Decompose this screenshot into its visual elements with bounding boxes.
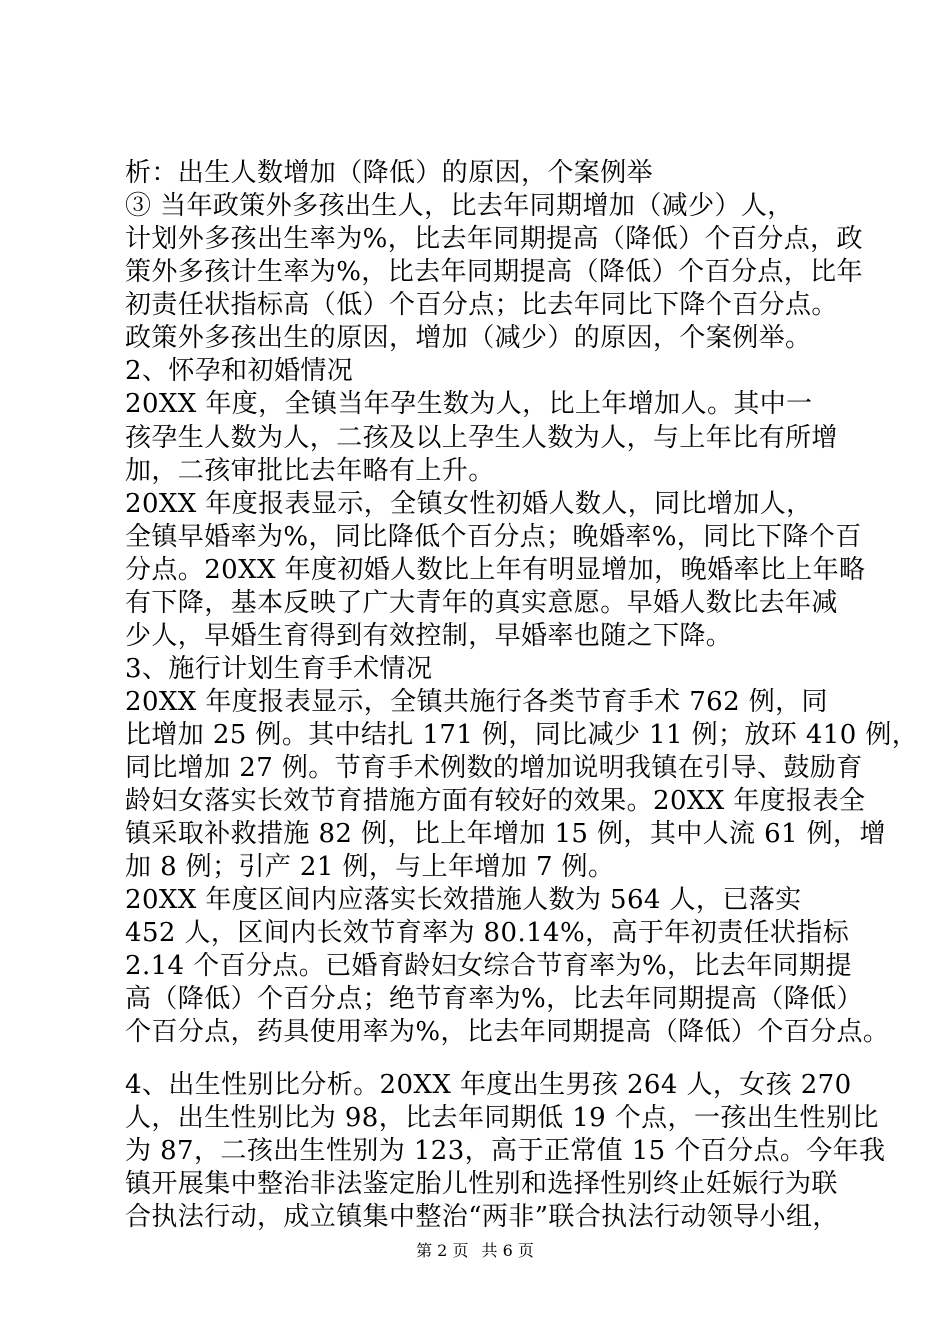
text-line: 镇采取补救措施 82 例，比上年增加 15 例，其中人流 61 例，增 bbox=[125, 819, 886, 849]
text-line: ③ 当年政策外多孩出生人，比去年同期增加（减少）人， bbox=[125, 191, 794, 221]
text-line: 政策外多孩出生的原因，增加（减少）的原因，个案例举。 bbox=[125, 323, 812, 353]
text-line: 20XX 年度区间内应落实长效措施人数为 564 人，已落实 bbox=[125, 885, 802, 915]
page-footer bbox=[0, 1241, 950, 1261]
text-line: 4、出生性别比分析。20XX 年度出生男孩 264 人，女孩 270 bbox=[125, 1070, 852, 1100]
text-line: 加，二孩审批比去年略有上升。 bbox=[125, 456, 495, 486]
text-line: 合执法行动，成立镇集中整治“两非”联合执法行动领导小组， bbox=[125, 1202, 839, 1232]
text-line: 全镇早婚率为%，同比降低个百分点；晚婚率%，同比下降个百 bbox=[125, 522, 862, 552]
text-line: 20XX 年度，全镇当年孕生数为人，比上年增加人。其中一 bbox=[125, 389, 813, 419]
text-line: 初责任状指标高（低）个百分点；比去年同比下降个百分点。 bbox=[125, 290, 838, 320]
text-line: 452 人，区间内长效节育率为 80.14%，高于年初责任状指标 bbox=[125, 918, 850, 948]
page-total: 共 6 页 bbox=[481, 1241, 534, 1260]
text-line: 策外多孩计生率为%，比去年同期提高（降低）个百分点，比年 bbox=[125, 257, 863, 287]
text-line: 有下降，基本反映了广大青年的真实意愿。早婚人数比去年减 bbox=[125, 588, 838, 618]
text-line: 人，出生性别比为 98，比去年同期低 19 个点，一孩出生性别比 bbox=[125, 1103, 879, 1133]
text-line: 分点。20XX 年度初婚人数比上年有明显增加，晚婚率比上年略 bbox=[125, 555, 866, 585]
text-line: 比增加 25 例。其中结扎 171 例，同比减少 11 例；放环 410 例， bbox=[125, 720, 919, 750]
text-line: 个百分点，药具使用率为%，比去年同期提高（降低）个百分点。 bbox=[125, 1017, 890, 1047]
text-line: 少人，早婚生育得到有效控制，早婚率也随之下降。 bbox=[125, 621, 733, 651]
text-line: 计划外多孩出生率为%，比去年同期提高（降低）个百分点，政 bbox=[125, 224, 863, 254]
text-line: 析：出生人数增加（降低）的原因，个案例举 bbox=[125, 158, 654, 188]
text-line: 2、怀孕和初婚情况 bbox=[125, 356, 354, 386]
text-line: 镇开展集中整治非法鉴定胎儿性别和选择性别终止妊娠行为联 bbox=[125, 1169, 838, 1199]
text-line: 2.14 个百分点。已婚育龄妇女综合节育率为%，比去年同期提 bbox=[125, 951, 852, 981]
text-line: 孩孕生人数为人，二孩及以上孕生人数为人，与上年比有所增 bbox=[125, 423, 838, 453]
text-line: 20XX 年度报表显示，全镇共施行各类节育手术 762 例，同 bbox=[125, 687, 828, 717]
text-line: 加 8 例；引产 21 例，与上年增加 7 例。 bbox=[125, 852, 615, 882]
text-line: 20XX 年度报表显示，全镇女性初婚人数人，同比增加人， bbox=[125, 489, 813, 519]
text-line: 高（降低）个百分点；绝节育率为%，比去年同期提高（降低） bbox=[125, 984, 863, 1014]
text-line: 同比增加 27 例。节育手术例数的增加说明我镇在引导、鼓励育 bbox=[125, 753, 863, 783]
text-line: 为 87，二孩出生性别为 123，高于正常值 15 个百分点。今年我 bbox=[125, 1136, 886, 1166]
text-line: 3、施行计划生育手术情况 bbox=[125, 654, 433, 684]
page-number: 第 2 页 bbox=[416, 1241, 469, 1260]
text-line: 龄妇女落实长效节育措施方面有较好的效果。20XX 年度报表全 bbox=[125, 786, 866, 816]
